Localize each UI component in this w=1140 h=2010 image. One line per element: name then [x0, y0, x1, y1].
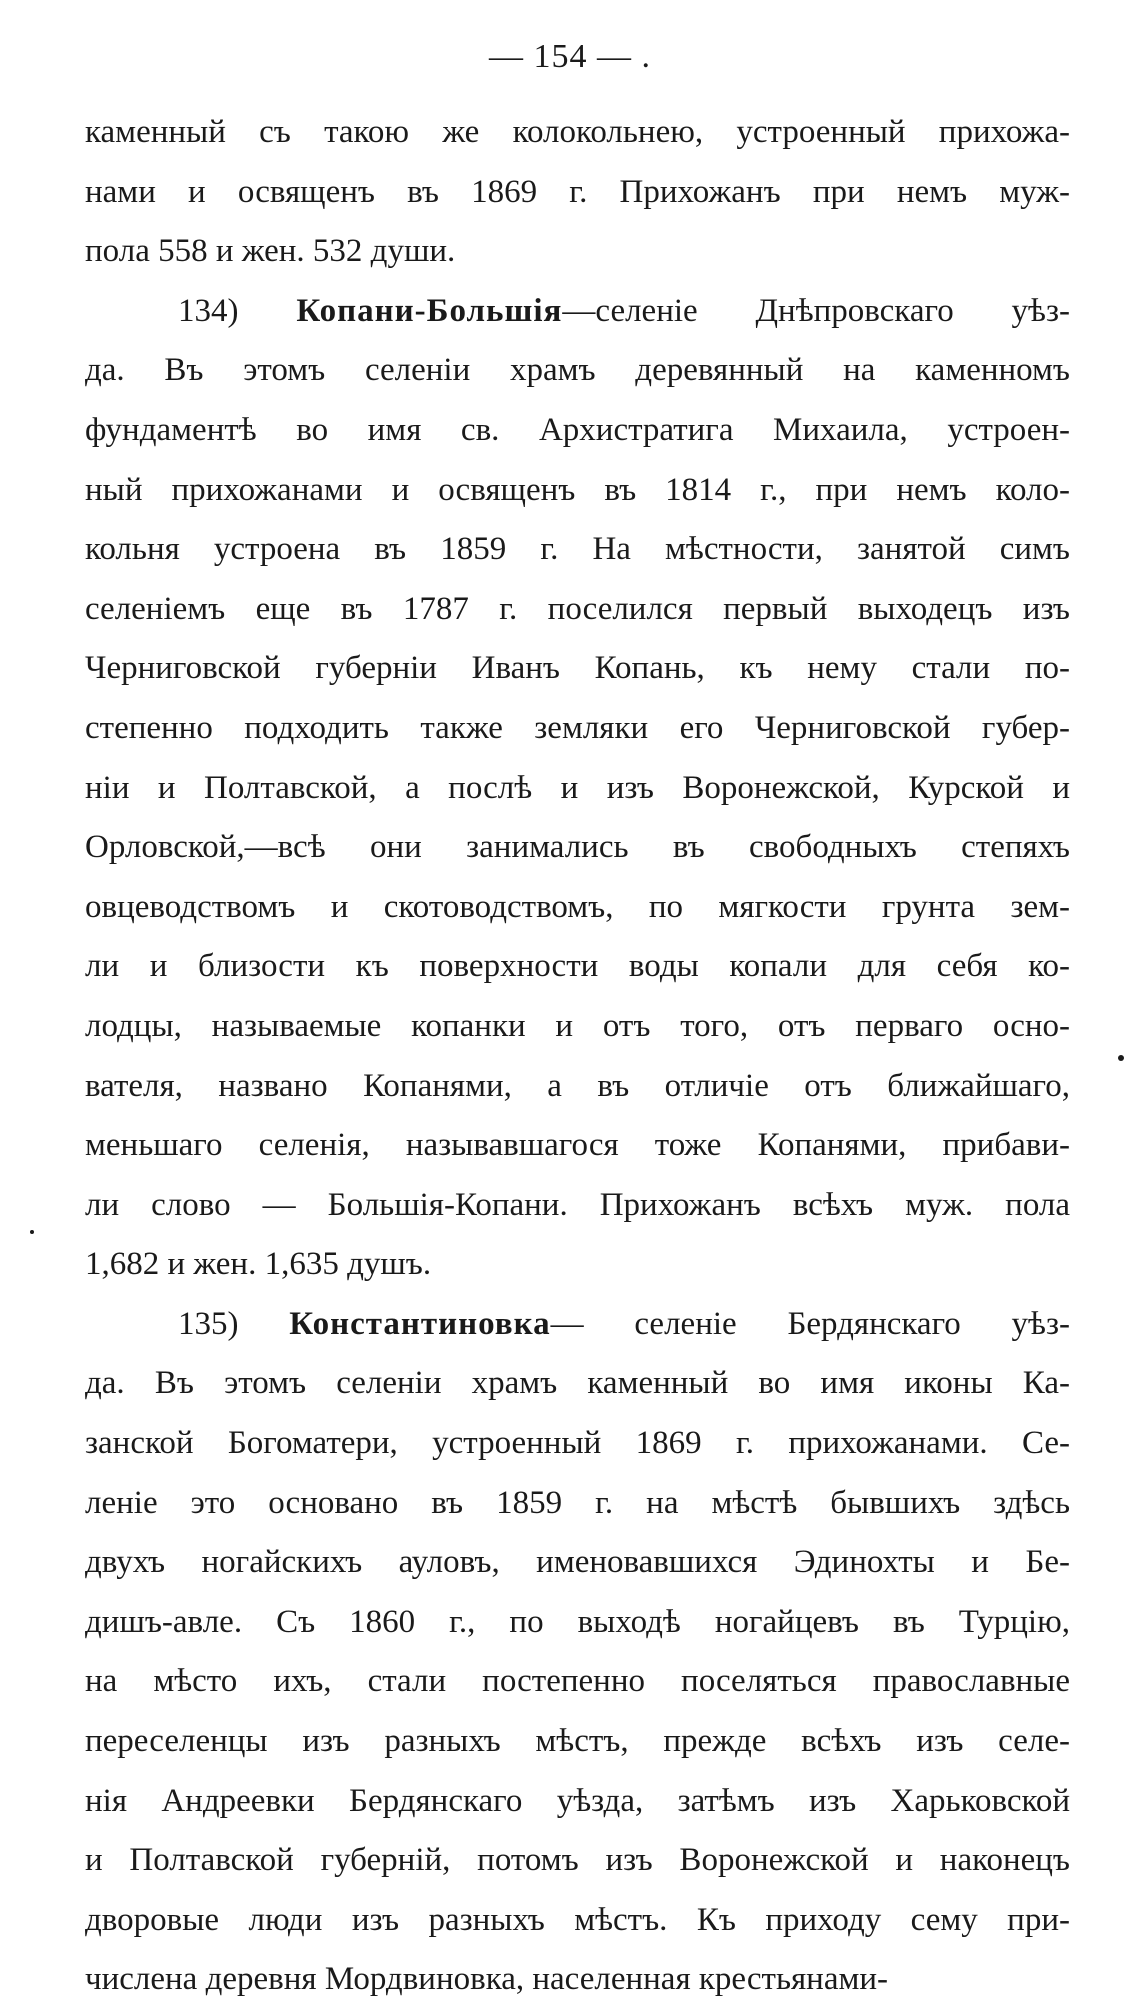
text-line: фундаментѣ во имя св. Архистратига Михаила, устроен-: [85, 411, 1070, 448]
text-line: лодцы, называемые копанки и отъ того, отъ перваго осно-: [85, 1007, 1070, 1044]
text-line: Орловской,—всѣ они занимались въ свободныхъ степяхъ: [85, 829, 1070, 866]
entry-134-rest: —селеніе Днѣпровскаго уѣз-: [562, 292, 1070, 329]
text-line: ный прихожанами и освященъ въ 1814 г., при немъ коло-: [85, 471, 1070, 508]
text-line: ли и близости къ поверхности воды копали для себя ко-: [85, 948, 1070, 985]
text-line: и Полтавской губерній, потомъ изъ Воронежской и наконецъ: [85, 1842, 1070, 1879]
text-line: ли слово — Большія-Копани. Прихожанъ всѣхъ муж. пола: [85, 1186, 1070, 1223]
text-line: числена деревня Мордвиновка, населенная крестьянами-: [85, 1961, 889, 1998]
text-line: вателя, названо Копанями, а въ отличіе отъ ближайшаго,: [85, 1067, 1070, 1104]
entry-134-heading: [85, 282, 1070, 342]
text-line: да. Въ этомъ селеніи храмъ деревянный на каменномъ: [85, 352, 1070, 389]
text-line: дворовые люди изъ разныхъ мѣстъ. Къ приходу сему при-: [85, 1901, 1070, 1938]
text-line: ніи и Полтавской, а послѣ и изъ Воронежской, Курской и: [85, 769, 1070, 806]
text-line: двухъ ногайскихъ ауловъ, именовавшихся Эдинохты и Бе-: [85, 1544, 1070, 1581]
text-line: переселенцы изъ разныхъ мѣстъ, прежде всѣхъ изъ селе-: [85, 1723, 1070, 1760]
entry-134-number: 134): [178, 292, 239, 329]
text-line: нія Андреевки Бердянскаго уѣзда, затѣмъ изъ Харьковской: [85, 1782, 1070, 1819]
scan-speck: [1118, 1055, 1124, 1061]
text-body: [85, 103, 1070, 2010]
text-line: да. Въ этомъ селеніи храмъ каменный во имя иконы Ка-: [85, 1365, 1070, 1402]
page-number: — 154 — .: [489, 38, 651, 75]
text-line: пола 558 и жен. 532 души.: [85, 233, 456, 270]
text-line: 1,682 и жен. 1,635 душъ.: [85, 1246, 432, 1283]
text-line: дишъ-авле. Съ 1860 г., по выходѣ ногайцевъ въ Турцію,: [85, 1603, 1070, 1640]
text-line: нами и освященъ въ 1869 г. Прихожанъ при немъ муж-: [85, 173, 1070, 210]
text-line: на мѣсто ихъ, стали постепенно поселяться православные: [85, 1663, 1070, 1700]
text-line: селеніемъ еще въ 1787 г. поселился первый выходецъ изъ: [85, 590, 1070, 627]
text-line: меньшаго селенія, называвшагося тоже Копанями, прибави-: [85, 1127, 1070, 1164]
text-line: Черниговской губерніи Иванъ Копань, къ нему стали по-: [85, 650, 1070, 687]
text-line: занской Богоматери, устроенный 1869 г. прихожанами. Се-: [85, 1425, 1070, 1462]
text-line: степенно подходить также земляки его Черниговской губер-: [85, 709, 1070, 746]
entry-135-name: Константиновка: [289, 1305, 551, 1342]
entry-135-number: 135): [178, 1305, 239, 1342]
scan-speck: [30, 1230, 34, 1234]
text-line: овцеводствомъ и скотоводствомъ, по мягкости грунта зем-: [85, 888, 1070, 925]
entry-135-heading: [85, 1295, 1070, 1355]
text-line: леніе это основано въ 1859 г. на мѣстѣ бывшихъ здѣсь: [85, 1484, 1070, 1521]
text-line: каменный съ такою же колокольнею, устроенный прихожа-: [85, 114, 1070, 150]
text-line: кольня устроена въ 1859 г. На мѣстности, занятой симъ: [85, 531, 1070, 568]
entry-135-rest: — селеніе Бердянскаго уѣз-: [550, 1305, 1071, 1342]
entry-134-name: Копани-Большія: [296, 292, 563, 329]
